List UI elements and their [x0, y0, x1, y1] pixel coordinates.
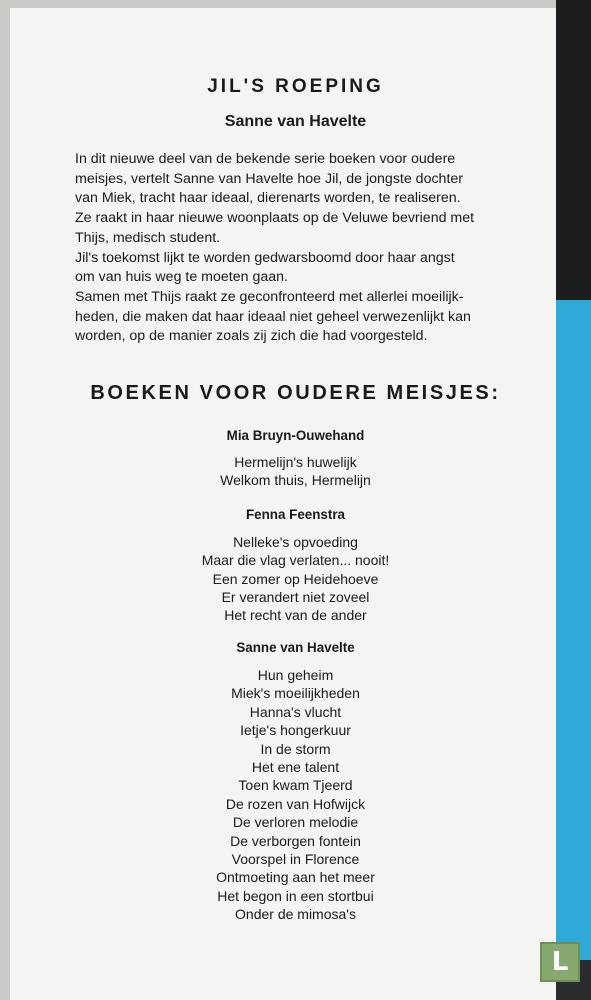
book-item: In de storm: [260, 740, 331, 757]
description-line: heden, die maken dat haar ideaal niet geheel verwezenlijkt kan: [75, 308, 471, 325]
book-item: Onder de mimosa's: [235, 906, 356, 923]
book-item: Het begon in een stortbui: [217, 887, 374, 904]
author-name: Fenna Feenstra: [246, 507, 345, 522]
description-line: Samen met Thijs raakt ze geconfronteerd met allerlei moeilijk-: [75, 288, 464, 305]
book-item: Maar die vlag verlaten... nooit!: [201, 552, 390, 569]
publisher-logo-icon: L: [540, 942, 580, 982]
book-item: De rozen van Hofwijck: [225, 795, 366, 812]
book-item: Er verandert niet zoveel: [221, 588, 370, 605]
book-item: Voorspel in Florence: [231, 851, 360, 868]
series-heading: BOEKEN VOOR OUDERE MEISJES:: [90, 382, 501, 404]
book-item: Welkom thuis, Hermelijn: [220, 472, 371, 488]
author-name: Sanne van Havelte: [236, 640, 355, 655]
book-item: Het ene talent: [251, 759, 340, 776]
book-item: Hermelijn's huwelijk: [234, 454, 357, 470]
book-item: De verborgen fontein: [230, 832, 361, 849]
book-item: Hun geheim: [257, 667, 334, 683]
description-line: worden, op de manier zoals zij zich die had voorgesteld.: [75, 328, 428, 345]
description-line: meisjes, vertelt Sanne van Havelte hoe Jil, de jongste dochter: [75, 170, 464, 187]
book-item: Miek's moeilijkheden: [231, 685, 360, 702]
description-line: Ze raakt in haar nieuwe woonplaats op de Veluwe bevriend met: [75, 210, 475, 227]
description-line: van Miek, tracht haar ideaal, dierenarts worden, te realiseren.: [75, 190, 461, 207]
book-item: Ietje's hongerkuur: [240, 722, 351, 739]
book-item: Het recht van de ander: [224, 607, 367, 624]
author-name: Mia Bruyn-Ouwehand: [226, 428, 365, 443]
book-description: [75, 150, 517, 347]
book-item: Nelleke's opvoeding: [233, 534, 358, 550]
book-title: JIL'S ROEPING: [207, 76, 384, 97]
description-line: om van huis weg te moeten gaan.: [75, 269, 288, 286]
author-block: [0, 640, 591, 924]
author-block: [0, 507, 591, 624]
book-item: Een zomer op Heidehoeve: [212, 570, 379, 587]
author-block: [0, 428, 591, 489]
book-item: De verloren melodie: [232, 814, 359, 831]
book-item: Toen kwam Tjeerd: [238, 777, 353, 794]
description-line: Jil's toekomst lijkt te worden gedwarsboomd door haar angst: [75, 249, 455, 266]
book-item: Ontmoeting aan het meer: [216, 869, 375, 886]
book-item: Hanna's vlucht: [249, 703, 342, 720]
book-author: Sanne van Havelte: [224, 113, 367, 130]
description-line: Thijs, medisch student.: [75, 229, 221, 246]
description-line: In dit nieuwe deel van de bekende serie boeken voor oudere: [75, 151, 456, 167]
